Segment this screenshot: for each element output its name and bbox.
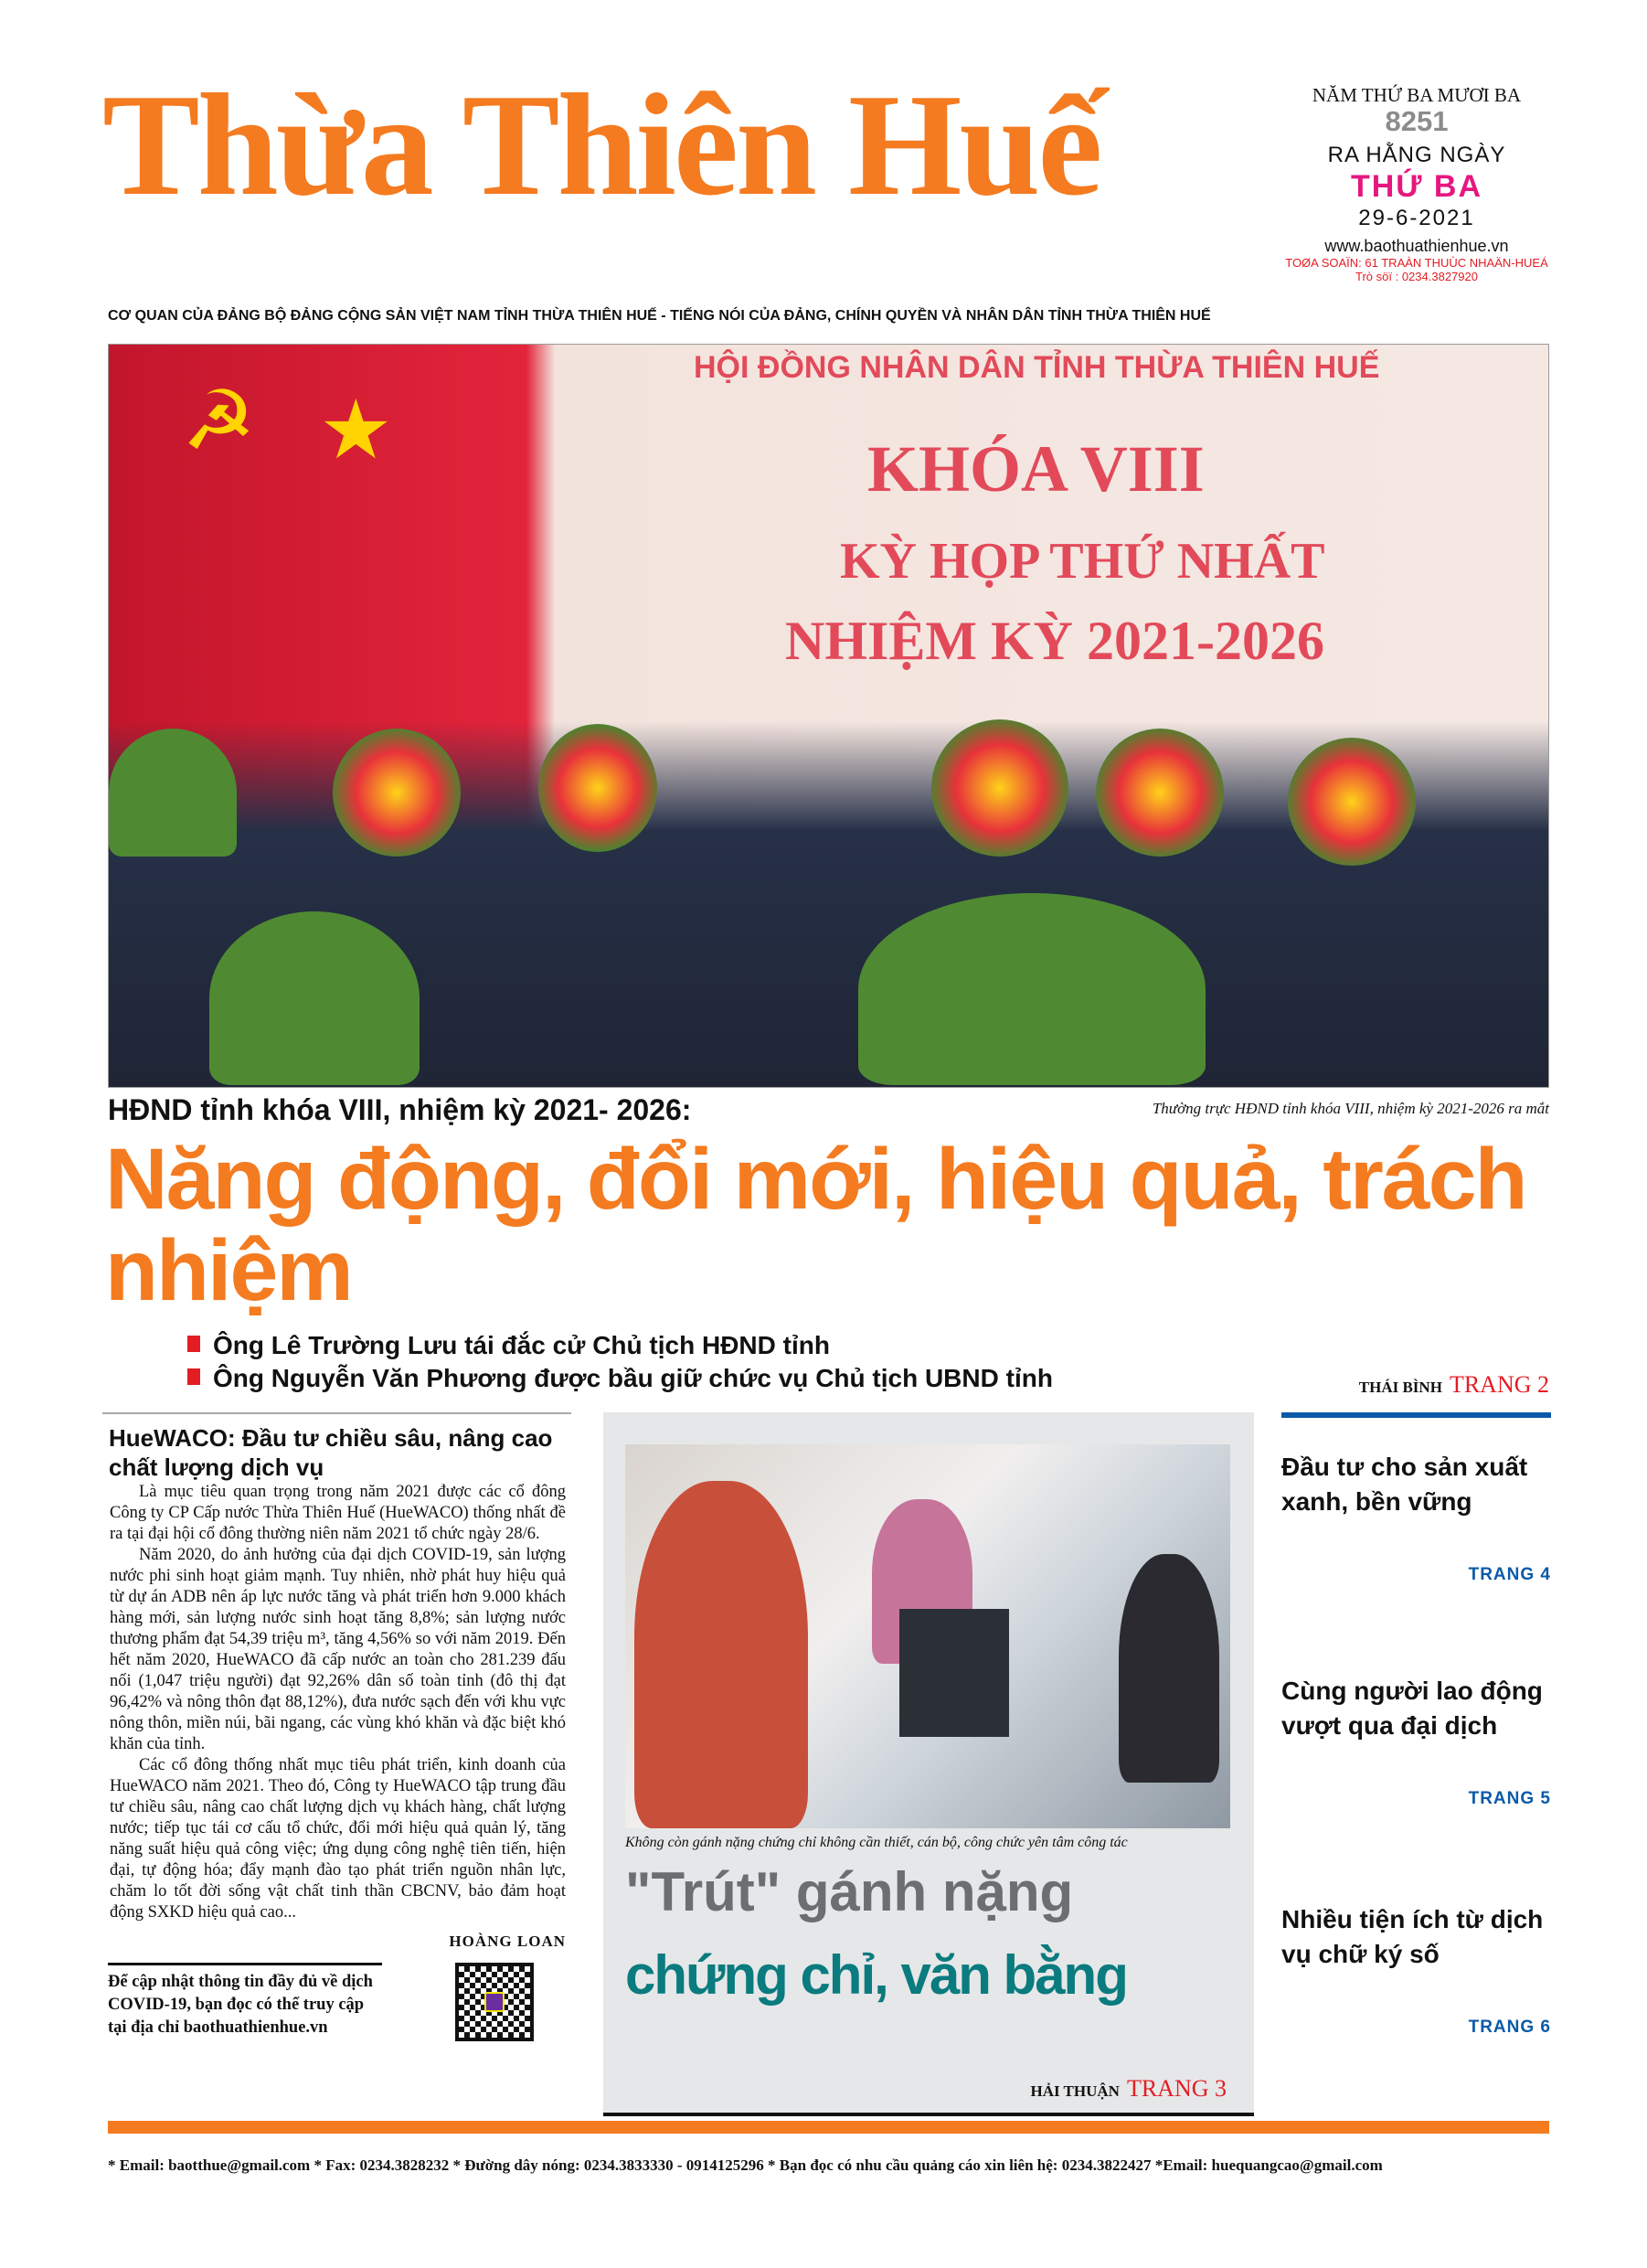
teaser-page[interactable]: TRANG 6 [1468, 2018, 1551, 2037]
qr-logo-icon [484, 1992, 505, 2012]
paragraph: Là mục tiêu quan trọng trong năm 2021 được các cổ đông Công ty CP Cấp nước Thừa Thiên Huế (HueWACO) thống nhất đề ra tại đại hội cổ đông thường niên năm 2021 tổ chức ngày 28/6. [110, 1483, 566, 1543]
middle-headline-line2[interactable]: chứng chỉ, văn bằng [625, 1944, 1127, 2006]
lead-page-link[interactable]: TRANG 2 [1449, 1371, 1549, 1398]
lead-bullet: Ông Nguyễn Văn Phương được bầu giữ chức vụ Chủ tịch UBND tỉnh [187, 1364, 1053, 1393]
flower-bouquet [1096, 729, 1224, 857]
office-address: TOØA SOAÏN: 61 TRAÀN THUÙC NHAÄN-HUEÁ [1285, 255, 1548, 270]
website-link[interactable]: www.baothuathienhue.vn [1324, 236, 1509, 255]
footer-contacts: * Email: baotthue@gmail.com * Fax: 0234.3828232 * Đường dây nóng: 0234.3833330 - 0914125296 * Bạn đọc có nhu cầu quảng cáo xin liên hệ: 0234.3822427 *Email: huequangcao@gmail.com [108, 2156, 1383, 2174]
middle-page-link[interactable]: TRANG 3 [1126, 2075, 1227, 2102]
qr-code[interactable] [455, 1963, 534, 2041]
middle-photo-caption: Không còn gánh nặng chứng chỉ không cần thiết, cán bộ, công chức yên tâm công tác [625, 1835, 1128, 1850]
computer-monitor [899, 1609, 1009, 1737]
photo-banner-text: KHÓA VIII [867, 432, 1205, 506]
teaser-item[interactable] [1281, 1902, 1551, 2038]
issue-info [1280, 84, 1554, 283]
teaser-page[interactable]: TRANG 5 [1468, 1789, 1551, 1808]
teaser-page[interactable]: TRANG 4 [1468, 1565, 1551, 1584]
photo-banner-text: NHIỆM KỲ 2021-2026 [785, 611, 1324, 671]
lead-subheadline: HĐND tỉnh khóa VIII, nhiệm kỳ 2021- 2026: [108, 1093, 692, 1126]
flower-bouquet [931, 719, 1068, 857]
left-article [102, 1412, 571, 2045]
teaser-title[interactable]: Đầu tư cho sản xuất xanh, bền vững [1281, 1453, 1528, 1516]
bonsai-tree [858, 893, 1206, 1085]
teaser-item[interactable] [1281, 1674, 1551, 1809]
star-icon: ★ [319, 386, 393, 476]
photo-banner-text: KỲ HỌP THỨ NHẤT [840, 533, 1325, 590]
lead-photo [108, 344, 1549, 1088]
paragraph: Năm 2020, do ảnh hưởng của đại dịch COVID-19, sản lượng nước phi sinh hoạt giảm mạnh. Tuy nhiên, nhờ phát huy hiệu quả từ dự án ADB nên áp lực nước tăng và phát triển hơn 9.000 khách hàng mới, sản lượng nước sinh hoạt tăng 8,8%; sản lượng nước thương phẩm đạt 54,39 triệu m³, tăng 4,56% so với năm 2019. Đến hết năm 2020, HueWACO đã cấp nước an toàn cho 281.239 đấu nối (1,047 triệu người) đạt 92,26% dân số toàn tỉnh (đô thị đạt 96,42% và nông thôn đạt 88,12%), đưa nước sạch đến với khu vực nông thôn, miền núi, bãi ngang, các vùng khó khăn và đặc biệt khó khăn của tỉnh. [110, 1546, 566, 1753]
issue-number: 8251 [1385, 105, 1449, 137]
footer-divider [108, 2121, 1549, 2134]
teaser-item[interactable] [1281, 1450, 1551, 1585]
lead-page-ref[interactable] [1339, 1371, 1549, 1399]
lead-headline[interactable]: Năng động, đổi mới, hiệu quả, trách nhiệm [105, 1131, 1526, 1319]
office-photo [625, 1444, 1230, 1828]
middle-article [603, 1412, 1254, 2116]
teaser-title[interactable]: Cùng người lao động vượt qua đại dịch [1281, 1677, 1543, 1740]
middle-page-ref[interactable] [1030, 2075, 1227, 2103]
lead-author: THÁI BÌNH [1358, 1379, 1442, 1396]
flower-bouquet [538, 724, 657, 852]
right-column [1281, 1412, 1551, 2037]
frequency: RA HẰNG NGÀY [1327, 143, 1506, 167]
middle-author: HẢI THUẬN [1030, 2082, 1120, 2100]
lead-photo-caption: Thường trực HĐND tỉnh khóa VIII, nhiệm kỳ 2021-2026 ra mắt [1152, 1100, 1549, 1117]
lead-bullet: Ông Lê Trường Lưu tái đắc cử Chủ tịch HĐND tỉnh [187, 1331, 830, 1360]
office-phone: Trò söï : 0234.3827920 [1355, 269, 1478, 283]
left-article-author: HOÀNG LOAN [449, 1933, 566, 1950]
flower-bouquet [1288, 738, 1416, 866]
bonsai-tree [209, 911, 420, 1085]
bonsai-tree [109, 729, 237, 857]
covid-notice: Để cập nhật thông tin đầy đủ về dịch COVID-19, bạn đọc có thể truy cập tại địa chỉ baothuathienhue.vn [108, 1963, 382, 2039]
middle-headline-line1[interactable]: "Trút" gánh nặng [625, 1861, 1074, 1922]
paragraph: Các cổ đông thống nhất mục tiêu phát triển, kinh doanh của HueWACO năm 2021. Theo đó, Công ty HueWACO tập trung đầu tư chiều sâu, nâng cao chất lượng dịch vụ khách hàng, chất lượng nước; tiếp tục tái cơ cấu tổ chức, đổi mới hiệu quả quản lý, tăng năng suất hiệu quả công việc; ứng dụng công nghệ tiên tiến, hiện đại, tự động hóa; đẩy mạnh đào tạo phát triển nguồn nhân lực, chăm lo tốt đời sống vật chất tinh thần CBCNV, bảo đảm hoạt động SXKD hiệu quả cao... [110, 1756, 566, 1922]
left-article-body [102, 1482, 571, 1952]
person-figure [1119, 1554, 1219, 1783]
teaser-title[interactable]: Nhiều tiện ích từ dịch vụ chữ ký số [1281, 1905, 1544, 1968]
weekday: THỨ BA [1350, 169, 1483, 204]
flower-bouquet [333, 729, 461, 857]
hammer-sickle-icon: ☭ [182, 377, 256, 467]
year-label: NĂM THỨ BA MƯƠI BA [1312, 84, 1522, 106]
left-article-headline[interactable]: HueWACO: Đầu tư chiều sâu, nâng cao chất lượng dịch vụ [109, 1424, 553, 1481]
masthead-title: Thừa Thiên Huế [102, 63, 1100, 226]
person-figure [634, 1481, 808, 1828]
photo-banner-text: HỘI ĐỒNG NHÂN DÂN TỈNH THỪA THIÊN HUẾ [694, 350, 1380, 385]
tagline: CƠ QUAN CỦA ĐẢNG BỘ ĐẢNG CỘNG SẢN VIỆT NAM TỈNH THỪA THIÊN HUẾ - TIẾNG NÓI CỦA ĐẢNG, CHÍNH QUYỀN VÀ NHÂN DÂN TỈNH THỪA THIÊN HUẾ [108, 308, 1211, 324]
covid-notice-row [102, 1963, 571, 2045]
issue-date: 29-6-2021 [1358, 205, 1475, 230]
